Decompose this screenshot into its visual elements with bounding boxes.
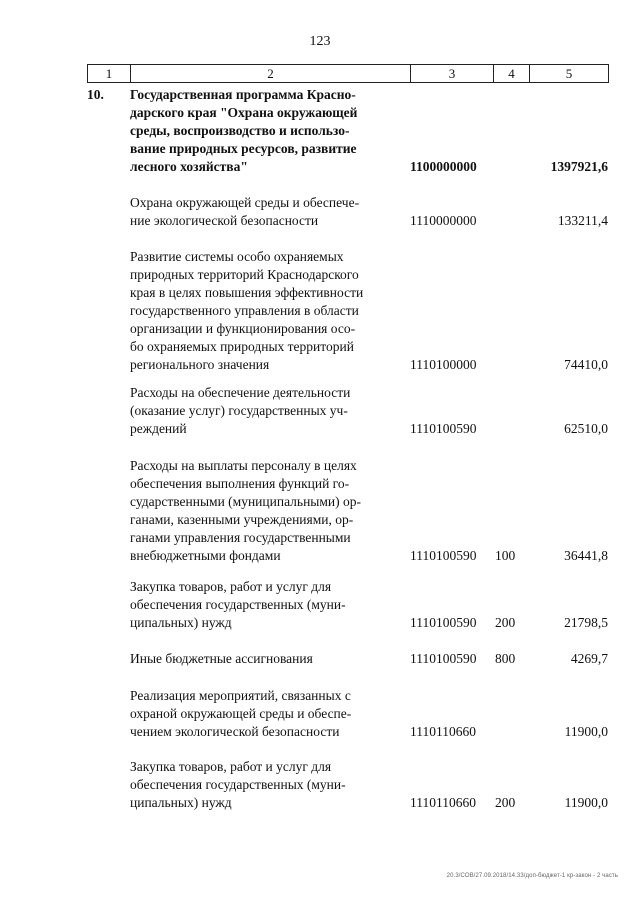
header-col-2: 2 (131, 65, 411, 82)
row-name-line: среды, воспроизводство и использо- (130, 123, 350, 138)
row-name (130, 687, 390, 741)
row-name-line: Закупка товаров, работ и услуг для (130, 579, 332, 594)
row-name-line: ние экологической безопасности (130, 213, 319, 228)
row-name-line: бо охраняемых природных территорий (130, 339, 354, 354)
row-name (130, 248, 390, 374)
row-name-line: Охрана окружающей среды и обеспече- (130, 195, 360, 210)
row-code: 1110100000 (410, 357, 477, 372)
table-header-row (87, 64, 609, 83)
row-number: 10. (87, 87, 104, 102)
row-name-line: обеспечения выполнения функций го- (130, 476, 350, 491)
row-name-line: ципальных) нужд (130, 615, 232, 630)
row-name-line: чением экологической безопасности (130, 724, 340, 739)
row-name (130, 194, 390, 230)
row-sum: 133211,4 (557, 213, 608, 228)
row-name-line: (оказание услуг) государственных уч- (130, 403, 348, 418)
row-code: 1110110660 (410, 795, 476, 810)
header-col-5: 5 (565, 66, 573, 81)
row-name-line: регионального значения (130, 357, 270, 372)
row-name-line: Государственная программа Красно- (130, 87, 356, 102)
row-name (130, 650, 390, 668)
row-name (130, 457, 390, 565)
row-name (130, 578, 390, 632)
row-name-line: ганами управления государственными (130, 530, 351, 545)
row-name-line: Расходы на выплаты персоналу в целях (130, 458, 357, 473)
row-sum: 11900,0 (564, 795, 608, 810)
row-name-line: реждений (130, 421, 187, 436)
header-col-4: 4 (494, 65, 530, 82)
row-sum: 36441,8 (564, 548, 608, 563)
row-code: 1110100590 (410, 421, 477, 436)
row-name-line: Развитие системы особо охраняемых (130, 249, 344, 264)
footer-note: 20.3/СОВ/27.09.2018/14.33/доп-бюджет-1 кр-закон - 2 часть (446, 873, 618, 879)
row-sum: 4269,7 (570, 651, 608, 666)
row-sum: 1397921,6 (550, 159, 608, 174)
row-name-line: государственного управления в области (130, 303, 359, 318)
row-code: 1110100590 (410, 615, 477, 630)
row-name-line: организации и функционирования осо- (130, 321, 356, 336)
row-code: 1110000000 (410, 213, 477, 228)
row-expense-type: 100 (495, 548, 516, 563)
row-name-line: Закупка товаров, работ и услуг для (130, 759, 332, 774)
row-code: 1110100590 (410, 651, 477, 666)
row-name-line: природных территорий Краснодарского (130, 267, 359, 282)
row-expense-type: 200 (495, 615, 516, 630)
row-name (130, 86, 390, 176)
row-expense-type: 800 (495, 651, 516, 666)
row-name-line: Иные бюджетные ассигнования (130, 651, 313, 666)
header-col-3: 3 (411, 65, 494, 82)
row-name-line: лесного хозяйства" (130, 159, 248, 174)
row-sum: 74410,0 (564, 357, 608, 372)
row-code: 1110100590 (410, 548, 477, 563)
row-sum: 62510,0 (564, 421, 608, 436)
row-name-line: Расходы на обеспечение деятельности (130, 385, 351, 400)
row-name (130, 384, 390, 438)
row-name-line: ганами, казенными учреждениями, ор- (130, 512, 354, 527)
row-name-line: обеспечения государственных (муни- (130, 597, 346, 612)
row-name-line: края в целях повышения эффективности (130, 285, 364, 300)
row-expense-type: 200 (495, 795, 516, 810)
row-name-line: ципальных) нужд (130, 795, 232, 810)
row-sum: 11900,0 (564, 724, 608, 739)
row-name-line: внебюджетными фондами (130, 548, 281, 563)
row-name-line: охраной окружающей среды и обеспе- (130, 706, 352, 721)
row-code: 1110110660 (410, 724, 476, 739)
row-sum: 21798,5 (564, 615, 608, 630)
row-name-line: сударственными (муниципальными) ор- (130, 494, 362, 509)
row-name (130, 758, 390, 812)
row-name-line: Реализация мероприятий, связанных с (130, 688, 351, 703)
header-col-1: 1 (88, 65, 131, 82)
page-number: 123 (309, 34, 331, 49)
row-code: 1100000000 (410, 159, 477, 174)
row-name-line: дарского края "Охрана окружающей (130, 105, 358, 120)
row-name-line: обеспечения государственных (муни- (130, 777, 346, 792)
row-name-line: вание природных ресурсов, развитие (130, 141, 357, 156)
